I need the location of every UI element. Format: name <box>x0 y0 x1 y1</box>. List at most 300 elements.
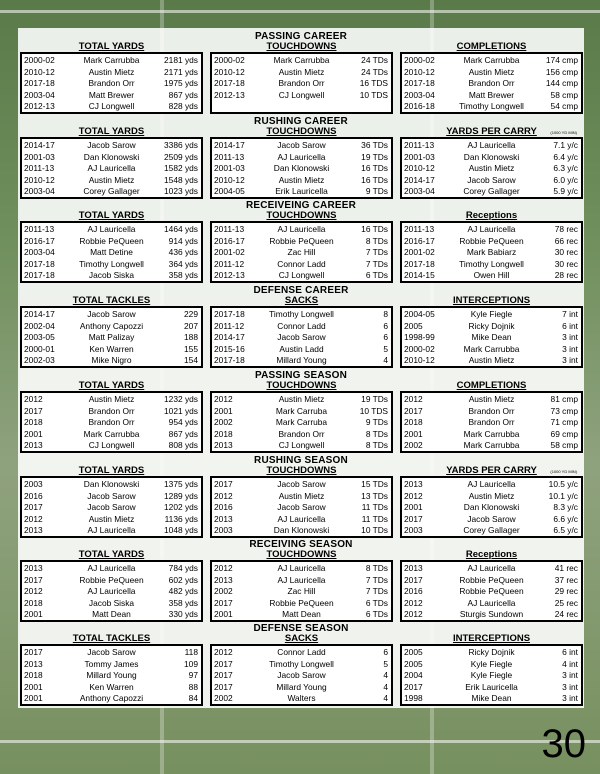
record-player: Robbie PeQueen <box>459 235 524 246</box>
stats-panel <box>210 549 393 622</box>
record-player: Zac Hill <box>287 247 316 257</box>
record-year: 2011-12 <box>214 258 245 269</box>
record-year: 2002-04 <box>24 320 55 331</box>
record-row <box>212 259 391 270</box>
record-value: 1289 yds <box>164 490 198 501</box>
record-row <box>22 270 201 281</box>
record-value: 109 <box>184 658 198 669</box>
record-row <box>402 502 581 513</box>
record-row <box>212 479 391 490</box>
record-player: Brandon Orr <box>468 78 515 88</box>
record-year: 2012 <box>24 394 43 404</box>
record-value: 828 yds <box>168 101 198 111</box>
stats-panel <box>400 380 583 453</box>
record-row <box>22 163 201 174</box>
record-row <box>212 598 391 609</box>
record-year: 2018 <box>24 670 43 680</box>
record-year: 2003-04 <box>24 89 55 100</box>
record-value: 154 <box>184 355 198 365</box>
record-row <box>22 406 201 417</box>
record-row <box>402 140 581 151</box>
record-player: Austin Mietz <box>278 490 325 501</box>
record-row <box>402 332 581 343</box>
record-row <box>22 525 201 536</box>
record-row <box>402 152 581 163</box>
record-value: 10.1 y/c <box>548 490 578 501</box>
record-player: Sturgis Sundown <box>459 609 524 619</box>
panel-note: (1000 YD MIN) <box>550 130 577 135</box>
record-player: Mark Carrubba <box>273 55 330 65</box>
record-row <box>212 502 391 513</box>
record-row <box>22 575 201 586</box>
record-row <box>22 186 201 197</box>
record-player: Austin Mietz <box>468 163 515 173</box>
record-value: 7 TDs <box>365 247 388 257</box>
record-player: Jacob Sarow <box>87 502 136 512</box>
record-player: AJ Lauricella <box>277 513 326 524</box>
record-year: 2012 <box>214 394 233 404</box>
panel-header: SACKS <box>284 295 319 306</box>
record-row <box>402 259 581 270</box>
stats-panel <box>400 210 583 283</box>
record-value: 7 TDs <box>365 574 388 585</box>
record-player: Timothy Longwell <box>459 101 524 111</box>
record-value: 2509 yds <box>164 151 198 162</box>
record-value: 36 TDs <box>361 140 388 150</box>
record-year: 2014-17 <box>404 174 435 185</box>
record-value: 16 TDs <box>361 224 388 234</box>
record-player: Austin Mietz <box>278 66 325 77</box>
record-row <box>212 647 391 658</box>
record-player: AJ Lauricella <box>467 224 516 234</box>
record-value: 1582 yds <box>164 163 198 173</box>
record-year: 2016 <box>24 490 43 501</box>
record-value: 24 TDs <box>361 66 388 77</box>
record-player: Brandon Orr <box>468 417 515 427</box>
record-year: 2003-04 <box>24 186 55 196</box>
record-row <box>212 491 391 502</box>
record-row <box>402 101 581 112</box>
record-player: Dan Klonowski <box>273 163 330 173</box>
record-row <box>212 659 391 670</box>
record-value: 144 cmp <box>545 78 578 88</box>
record-year: 1998-99 <box>404 332 435 342</box>
record-year: 2001 <box>214 405 233 416</box>
record-year: 2002 <box>214 693 233 703</box>
record-row <box>22 247 201 258</box>
record-player: Kyle Fiegle <box>470 309 513 319</box>
section-title: PASSING CAREER <box>254 31 348 42</box>
record-value: 156 cmp <box>545 66 578 77</box>
record-row <box>212 575 391 586</box>
record-year: 2011-13 <box>404 224 435 234</box>
record-row <box>22 224 201 235</box>
record-row <box>402 270 581 281</box>
stats-panel <box>400 549 583 622</box>
record-row <box>22 394 201 405</box>
record-value: 6 int <box>562 647 578 657</box>
record-year: 2017 <box>214 479 233 489</box>
record-year: 2017 <box>404 681 423 692</box>
panel-header: TOUCHDOWNS <box>266 549 337 560</box>
record-value: 1975 yds <box>164 78 198 88</box>
record-year: 2000-02 <box>214 55 245 65</box>
record-player: Dan Klonowski <box>273 525 330 535</box>
record-row <box>402 355 581 366</box>
record-player: Connor Ladd <box>277 647 326 657</box>
record-row <box>212 55 391 66</box>
record-player: Robbie PeQueen <box>79 235 144 246</box>
record-row <box>22 101 201 112</box>
record-row <box>402 693 581 704</box>
record-row <box>402 575 581 586</box>
record-year: 2000-02 <box>24 55 55 65</box>
record-player: Dan Klonowski <box>463 151 520 162</box>
record-year: 2012-13 <box>214 270 245 280</box>
record-row <box>22 647 201 658</box>
record-row <box>212 563 391 574</box>
record-value: 3 int <box>562 343 578 354</box>
record-year: 2018 <box>24 417 43 427</box>
record-row <box>22 321 201 332</box>
record-row <box>212 586 391 597</box>
record-player: Zac Hill <box>287 586 316 596</box>
record-value: 9 TDs <box>365 417 388 427</box>
record-value: 10 TDS <box>359 89 388 100</box>
record-player: Austin Ladd <box>279 343 324 354</box>
record-year: 2000-01 <box>24 343 55 354</box>
record-value: 1548 yds <box>164 174 198 185</box>
record-row <box>402 67 581 78</box>
record-year: 2001-02 <box>214 247 245 257</box>
record-player: Matt Detine <box>90 247 133 257</box>
record-player: Ken Warren <box>89 343 134 354</box>
record-player: Jacob Sarow <box>467 513 516 524</box>
panel-header: TOTAL YARDS <box>78 465 145 476</box>
record-year: 2014-15 <box>404 270 435 280</box>
record-year: 2001 <box>24 693 43 703</box>
panel-header: YARDS PER CARRY <box>446 126 537 137</box>
record-year: 2017-18 <box>24 270 55 280</box>
record-value: 3 int <box>562 332 578 342</box>
record-row <box>22 344 201 355</box>
section-title: DEFENSE SEASON <box>253 623 349 634</box>
section-title: DEFENSE CAREER <box>253 285 349 296</box>
record-value: 73 cmp <box>550 405 578 416</box>
record-row <box>22 670 201 681</box>
record-player: Robbie PeQueen <box>269 597 334 608</box>
record-row <box>22 598 201 609</box>
record-player: Corey Gallager <box>463 186 520 196</box>
record-player: AJ Lauricella <box>87 163 136 173</box>
record-row <box>22 440 201 451</box>
record-value: 6.4 y/c <box>553 151 578 162</box>
record-year: 2013 <box>404 479 423 489</box>
record-player: Anthony Capozzi <box>79 693 144 703</box>
record-player: AJ Lauricella <box>467 479 516 489</box>
section-title: RECEIVEING CAREER <box>245 200 357 211</box>
record-player: Mark Babiarz <box>466 247 517 257</box>
records-sheet <box>18 28 584 708</box>
record-player: Jacob Sarow <box>467 174 516 185</box>
section-title: PASSING SEASON <box>254 370 348 381</box>
record-year: 2017 <box>214 658 233 669</box>
record-row <box>22 90 201 101</box>
panel-header: TOTAL YARDS <box>78 126 145 137</box>
record-player: Jacob Sarow <box>277 479 326 489</box>
record-value: 330 yds <box>168 609 198 619</box>
record-player: AJ Lauricella <box>467 563 516 573</box>
record-player: Ken Warren <box>89 681 134 692</box>
panel-header: TOTAL YARDS <box>78 210 145 221</box>
record-player: AJ Lauricella <box>87 224 136 234</box>
record-player: Erik Lauricella <box>465 681 518 692</box>
record-value: 6 TDs <box>365 609 388 619</box>
record-year: 2017-18 <box>214 309 245 319</box>
record-row <box>22 682 201 693</box>
record-player: CJ Longwell <box>278 270 325 280</box>
record-value: 81 cmp <box>550 394 578 404</box>
stats-panel <box>20 633 203 706</box>
panel-header: TOTAL YARDS <box>78 380 145 391</box>
record-year: 2013 <box>214 440 233 450</box>
record-player: Tommy James <box>84 658 139 669</box>
record-row <box>22 479 201 490</box>
stats-panel <box>210 380 393 453</box>
record-row <box>402 90 581 101</box>
record-row <box>22 429 201 440</box>
record-player: Connor Ladd <box>277 258 326 269</box>
record-year: 2010-12 <box>404 163 435 173</box>
record-player: Jacob Sarow <box>277 332 326 342</box>
record-player: Mark Carrubba <box>463 428 520 439</box>
record-player: Mark Carrubba <box>463 440 520 450</box>
record-value: 118 <box>184 647 198 657</box>
record-row <box>402 406 581 417</box>
record-year: 1998 <box>404 693 423 703</box>
record-row <box>402 78 581 89</box>
record-row <box>212 344 391 355</box>
record-player: Kyle Fiegle <box>470 658 513 669</box>
record-year: 2016-17 <box>404 235 435 246</box>
record-year: 2017-18 <box>24 78 55 88</box>
panel-header: TOTAL TACKLES <box>72 295 151 306</box>
record-year: 2014-17 <box>24 309 55 319</box>
record-year: 2003-04 <box>24 247 55 257</box>
record-year: 2016-18 <box>404 101 435 111</box>
record-row <box>402 525 581 536</box>
record-value: 2171 yds <box>164 66 198 77</box>
record-player: Austin Mietz <box>88 394 135 404</box>
record-player: AJ Lauricella <box>277 574 326 585</box>
record-year: 2013 <box>24 658 43 669</box>
panel-note: (1000 YD MIN) <box>550 469 577 474</box>
record-player: CJ Longwell <box>88 440 135 450</box>
record-value: 3 int <box>562 355 578 365</box>
record-value: 867 yds <box>168 428 198 439</box>
record-row <box>402 186 581 197</box>
record-value: 69 cmp <box>550 428 578 439</box>
record-player: Millard Young <box>276 355 327 365</box>
record-row <box>212 224 391 235</box>
record-value: 358 yds <box>168 597 198 608</box>
record-value: 364 yds <box>168 258 198 269</box>
record-value: 7 int <box>562 309 578 319</box>
record-value: 5 <box>383 343 388 354</box>
record-player: Jacob Sarow <box>277 670 326 680</box>
record-value: 8.3 y/c <box>553 502 578 512</box>
panel-header: TOUCHDOWNS <box>266 41 337 52</box>
record-value: 58 cmp <box>550 440 578 450</box>
record-player: Mark Carrubba <box>83 55 140 65</box>
record-year: 2011-12 <box>214 320 245 331</box>
panel-header: TOTAL YARDS <box>78 41 145 52</box>
record-year: 2017 <box>24 574 43 585</box>
record-row <box>22 609 201 620</box>
record-year: 2010-12 <box>24 174 55 185</box>
record-value: 3 int <box>562 693 578 703</box>
record-value: 188 <box>184 332 198 342</box>
record-row <box>212 525 391 536</box>
record-year: 2018 <box>404 417 423 427</box>
record-year: 2012 <box>214 647 233 657</box>
record-player: Walters <box>287 693 316 703</box>
panel-header: INTERCEPTIONS <box>452 633 531 644</box>
record-player: Kyle Fiegle <box>470 670 513 680</box>
record-player: Brandon Orr <box>88 78 135 88</box>
record-year: 2017-18 <box>404 78 435 88</box>
record-player: Brandon Orr <box>88 405 135 416</box>
field-line <box>0 740 600 743</box>
stats-panel <box>210 41 393 114</box>
record-player: Robbie PeQueen <box>79 574 144 585</box>
record-value: 436 yds <box>168 247 198 257</box>
stats-panel <box>400 633 583 706</box>
record-value: 5.9 y/c <box>553 186 578 196</box>
record-value: 867 yds <box>168 89 198 100</box>
panel-header: Receptions <box>465 549 518 560</box>
panel-header: TOUCHDOWNS <box>266 465 337 476</box>
record-player: Brandon Orr <box>88 417 135 427</box>
record-player: Matt Dean <box>282 609 321 619</box>
record-player: Robbie PeQueen <box>269 235 334 246</box>
record-value: 19 TDs <box>361 151 388 162</box>
record-row <box>212 417 391 428</box>
record-row <box>22 586 201 597</box>
record-player: CJ Longwell <box>88 101 135 111</box>
record-value: 6 <box>383 647 388 657</box>
record-value: 174 cmp <box>545 55 578 65</box>
record-value: 1048 yds <box>164 525 198 535</box>
record-year: 2016-17 <box>24 235 55 246</box>
record-row <box>402 491 581 502</box>
record-year: 2003 <box>404 525 423 535</box>
record-row <box>22 67 201 78</box>
record-row <box>22 309 201 320</box>
record-year: 2016 <box>404 586 423 596</box>
record-value: 6.6 y/c <box>553 513 578 524</box>
record-year: 2004 <box>404 670 423 680</box>
record-value: 5 <box>383 658 388 669</box>
record-year: 2017 <box>24 647 43 657</box>
record-year: 2012 <box>404 597 423 608</box>
record-year: 2017 <box>214 681 233 692</box>
record-player: Brandon Orr <box>468 405 515 416</box>
record-value: 602 yds <box>168 574 198 585</box>
record-row <box>212 236 391 247</box>
record-value: 71 cmp <box>550 417 578 427</box>
record-value: 4 <box>383 681 388 692</box>
record-row <box>22 175 201 186</box>
record-value: 8 <box>383 309 388 319</box>
record-value: 19 TDs <box>361 394 388 404</box>
record-player: Matt Dean <box>92 609 131 619</box>
record-row <box>402 514 581 525</box>
record-year: 2012 <box>214 490 233 501</box>
record-year: 2011-13 <box>214 151 245 162</box>
record-row <box>402 55 581 66</box>
record-value: 1202 yds <box>164 502 198 512</box>
stats-panel <box>20 549 203 622</box>
record-value: 54 cmp <box>550 101 578 111</box>
record-player: Austin Mietz <box>468 66 515 77</box>
record-player: Mark Carruba <box>275 405 328 416</box>
record-year: 2017 <box>404 513 423 524</box>
record-year: 2017 <box>214 670 233 680</box>
stats-panel <box>20 295 203 368</box>
record-year: 2010-12 <box>404 355 435 365</box>
record-year: 2017-18 <box>24 258 55 269</box>
record-value: 25 rec <box>554 597 578 608</box>
record-year: 2001 <box>24 681 43 692</box>
record-player: Jacob Sarow <box>87 140 136 150</box>
record-player: Connor Ladd <box>277 320 326 331</box>
record-player: AJ Lauricella <box>277 151 326 162</box>
record-row <box>212 609 391 620</box>
record-year: 2001-03 <box>24 151 55 162</box>
record-row <box>22 332 201 343</box>
record-value: 1023 yds <box>164 186 198 196</box>
field-line <box>0 10 600 13</box>
record-player: Corey Gallager <box>463 525 520 535</box>
record-row <box>212 186 391 197</box>
record-value: 16 TDs <box>361 163 388 173</box>
record-row <box>402 682 581 693</box>
record-player: AJ Lauricella <box>277 563 326 573</box>
panel-header: YARDS PER CARRY <box>446 465 537 476</box>
record-row <box>212 670 391 681</box>
record-year: 2001 <box>24 428 43 439</box>
record-year: 2018 <box>24 597 43 608</box>
record-row <box>212 332 391 343</box>
record-row <box>402 417 581 428</box>
record-player: Timothy Longwell <box>459 258 524 269</box>
record-row <box>212 78 391 89</box>
record-year: 2018 <box>214 428 233 439</box>
record-row <box>402 236 581 247</box>
page-number: 30 <box>541 722 586 766</box>
record-year: 2002 <box>404 440 423 450</box>
record-row <box>402 659 581 670</box>
stats-panel <box>400 295 583 368</box>
record-player: Jacob Sarow <box>277 502 326 512</box>
record-row <box>22 140 201 151</box>
record-year: 2012 <box>24 586 43 596</box>
record-row <box>22 152 201 163</box>
record-row <box>22 563 201 574</box>
record-value: 4 <box>383 693 388 703</box>
record-player: Austin Mietz <box>468 490 515 501</box>
